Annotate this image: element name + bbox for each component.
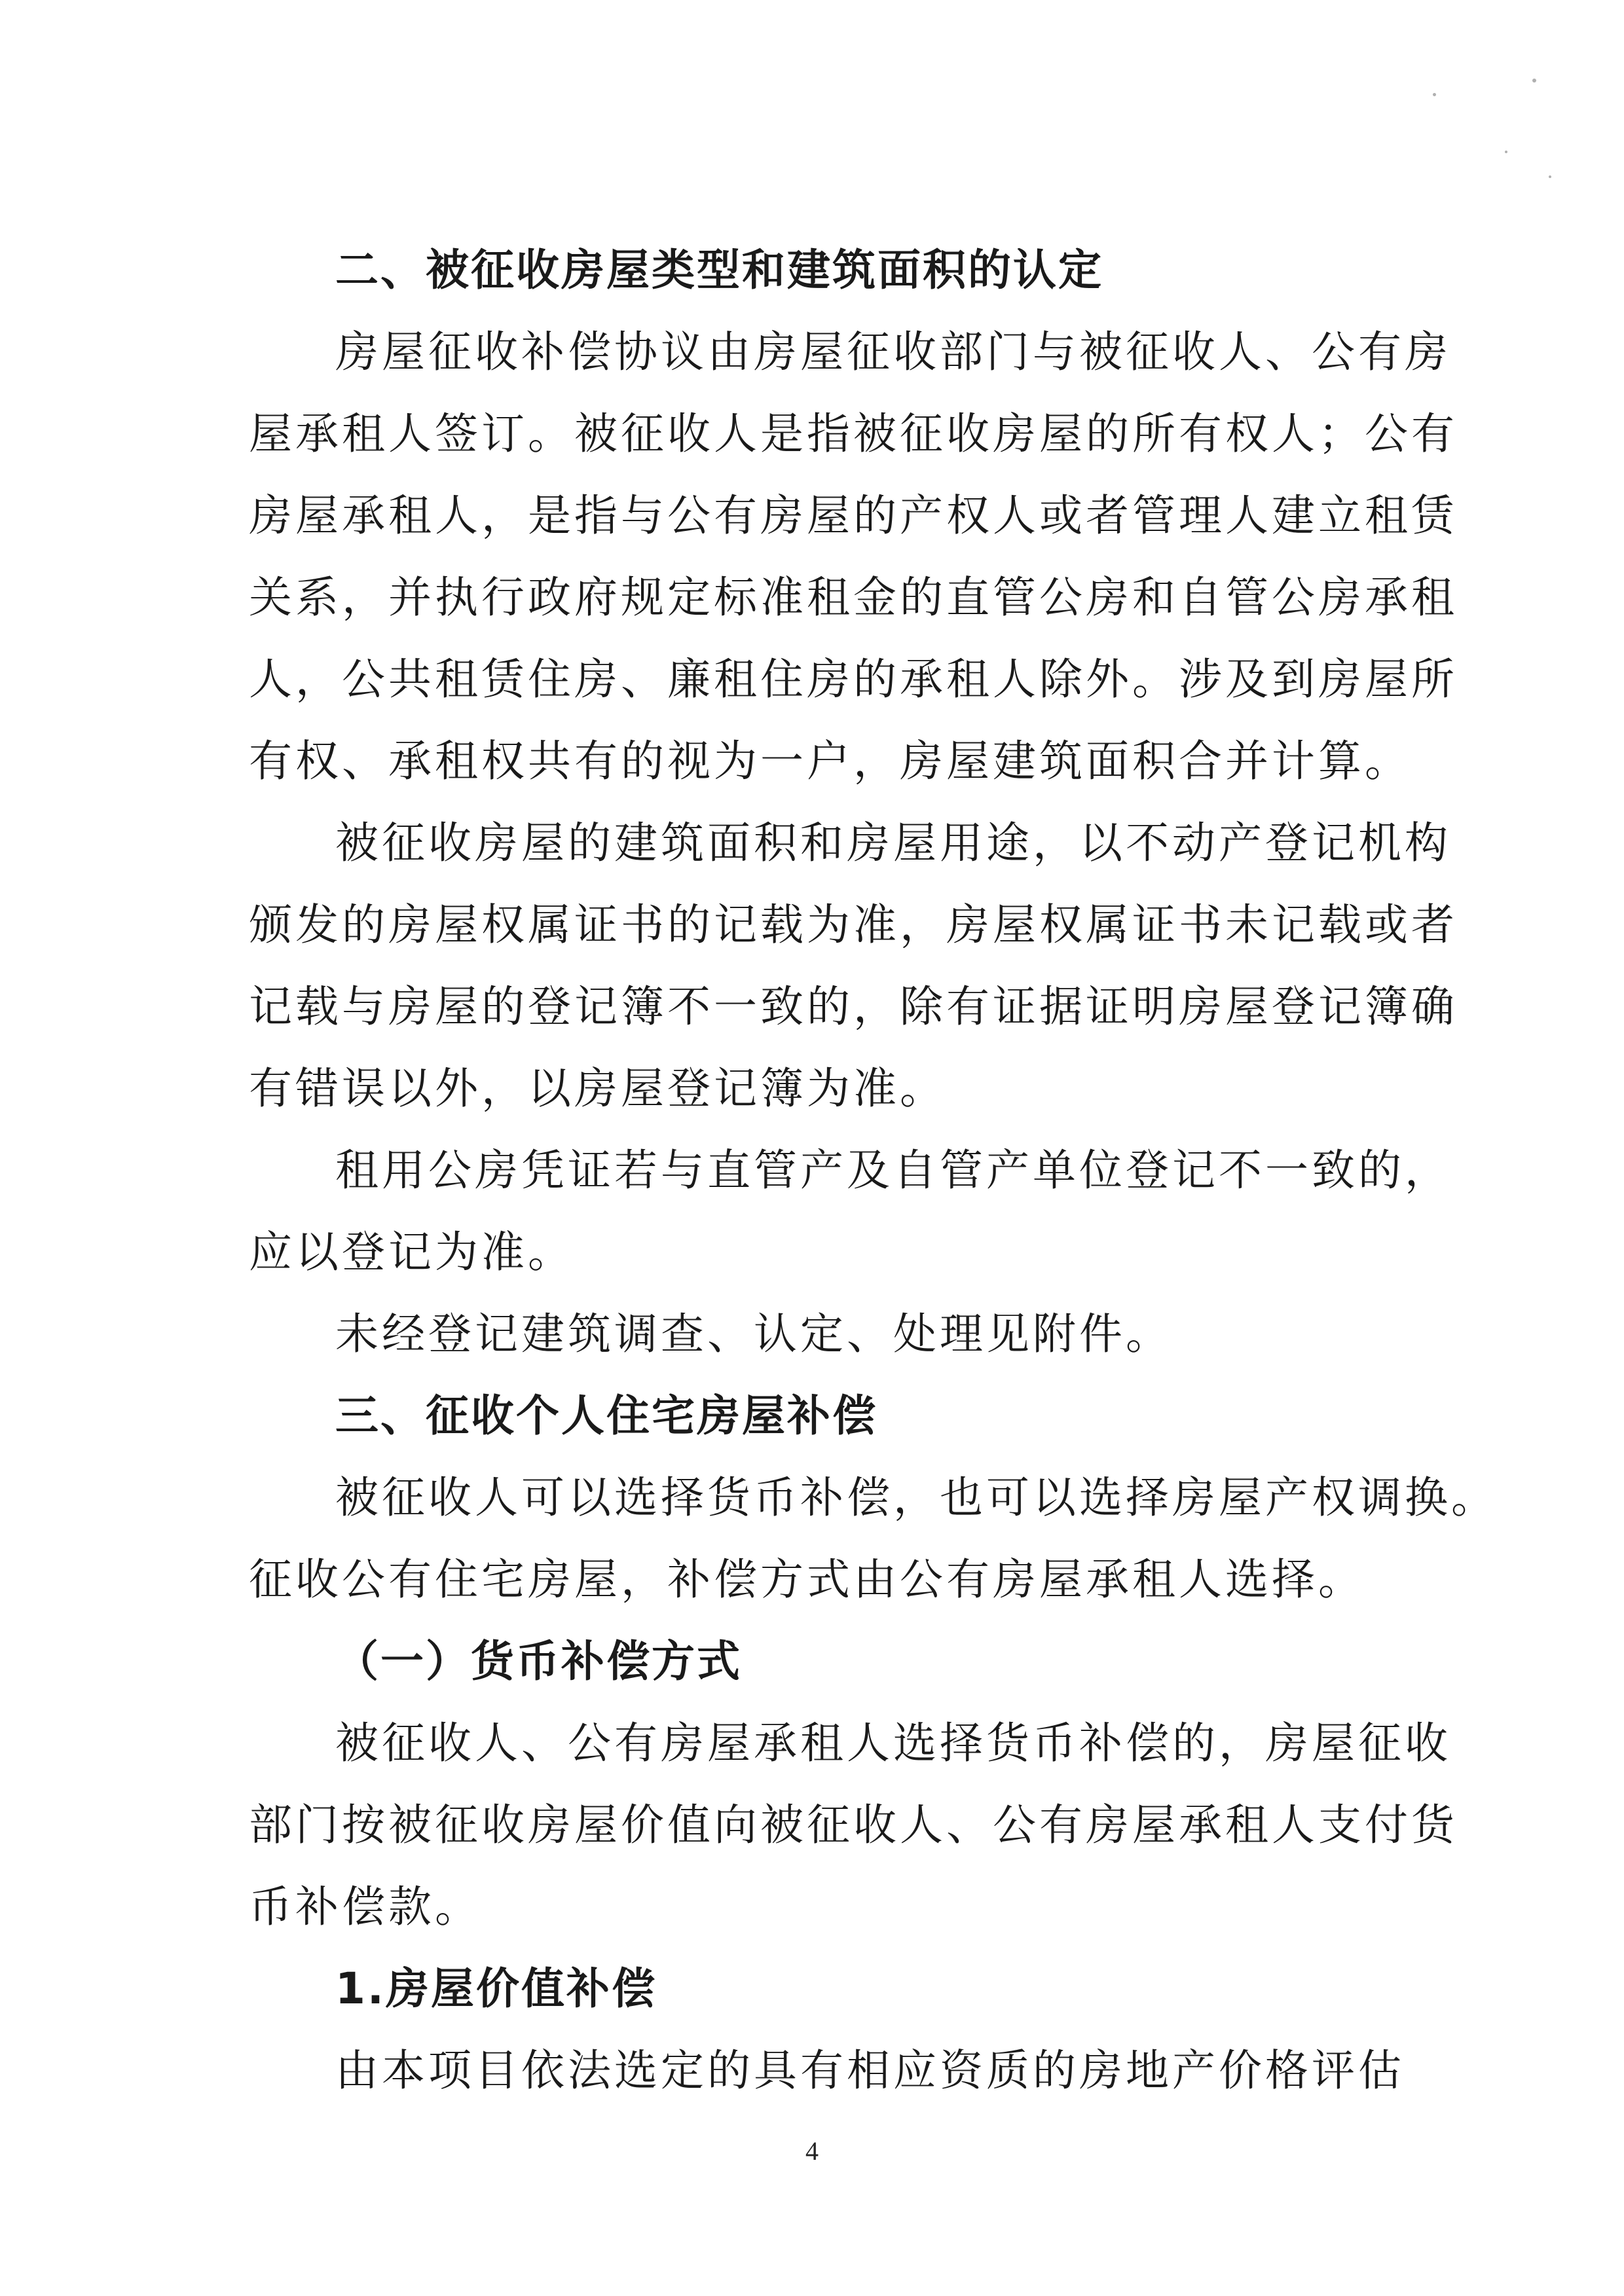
paragraph — [249, 802, 1458, 1129]
scan-speck — [1549, 175, 1551, 178]
text-line: 部门按被征收房屋价值向被征收人、公有房屋承租人支付货 — [249, 1800, 1458, 1850]
text-line: 房屋承租人，是指与公有房屋的产权人或者管理人建立租赁 — [249, 490, 1458, 541]
paragraph — [249, 1457, 1498, 1620]
subsection-heading — [249, 1948, 1382, 2030]
text-line: 应以登记为准。 — [249, 1227, 574, 1277]
text-line: 屋承租人签订。被征收人是指被征收房屋的所有权人；公有 — [249, 409, 1458, 459]
text-line: 征收公有住宅房屋，补偿方式由公有房屋承租人选择。 — [249, 1554, 1365, 1605]
text-line: 被征收房屋的建筑面积和房屋用途，以不动产登记机构 — [335, 818, 1451, 868]
text-line: 关系，并执行政府规定标准租金的直管公房和自管公房承租 — [249, 572, 1458, 623]
text-line: 有权、承租权共有的视为一户，房屋建筑面积合并计算。 — [249, 736, 1411, 786]
scan-speck — [1532, 79, 1536, 82]
scan-speck — [1433, 93, 1436, 96]
subsection-heading — [249, 1620, 1382, 1702]
text-line: 颁发的房屋权属证书的记载为准，房屋权属证书未记载或者 — [249, 900, 1458, 950]
paragraph — [249, 1293, 1382, 1375]
paragraph — [249, 311, 1458, 802]
text-line: 由本项目依法选定的具有相应资质的房地产价格评估 — [335, 2045, 1405, 2096]
text-line: 被征收人可以选择货币补偿，也可以选择房屋产权调换。 — [335, 1472, 1498, 1523]
text-line: 被征收人、公有房屋承租人选择货币补偿的，房屋征收 — [335, 1718, 1451, 1768]
heading-text: 二、被征收房屋类型和建筑面积的认定 — [335, 245, 1103, 295]
paragraph — [249, 2030, 1405, 2111]
text-line: 未经登记建筑调查、认定、处理见附件。 — [335, 1309, 1172, 1359]
text-line: 房屋征收补偿协议由房屋征收部门与被征收人、公有房 — [335, 327, 1451, 377]
paragraph — [249, 1702, 1458, 1948]
paragraph — [249, 1129, 1451, 1293]
document-body — [249, 229, 1498, 2111]
text-line: 租用公房凭证若与直管产及自管产单位登记不一致的， — [335, 1145, 1451, 1195]
scan-speck — [1505, 151, 1507, 153]
heading-text: （一）货币补偿方式 — [335, 1636, 742, 1686]
page-number: 4 — [805, 2136, 819, 2166]
section-heading — [249, 229, 1382, 311]
section-heading — [249, 1375, 1382, 1457]
text-line: 记载与房屋的登记簿不一致的，除有证据证明房屋登记簿确 — [249, 981, 1458, 1032]
heading-text: 三、征收个人住宅房屋补偿 — [335, 1391, 877, 1441]
text-line: 人，公共租赁住房、廉租住房的承租人除外。涉及到房屋所 — [249, 654, 1458, 704]
text-line: 币补偿款。 — [249, 1882, 481, 1932]
text-line: 有错误以外，以房屋登记簿为准。 — [249, 1063, 946, 1114]
heading-text: 1.房屋价值补偿 — [335, 1963, 657, 2014]
